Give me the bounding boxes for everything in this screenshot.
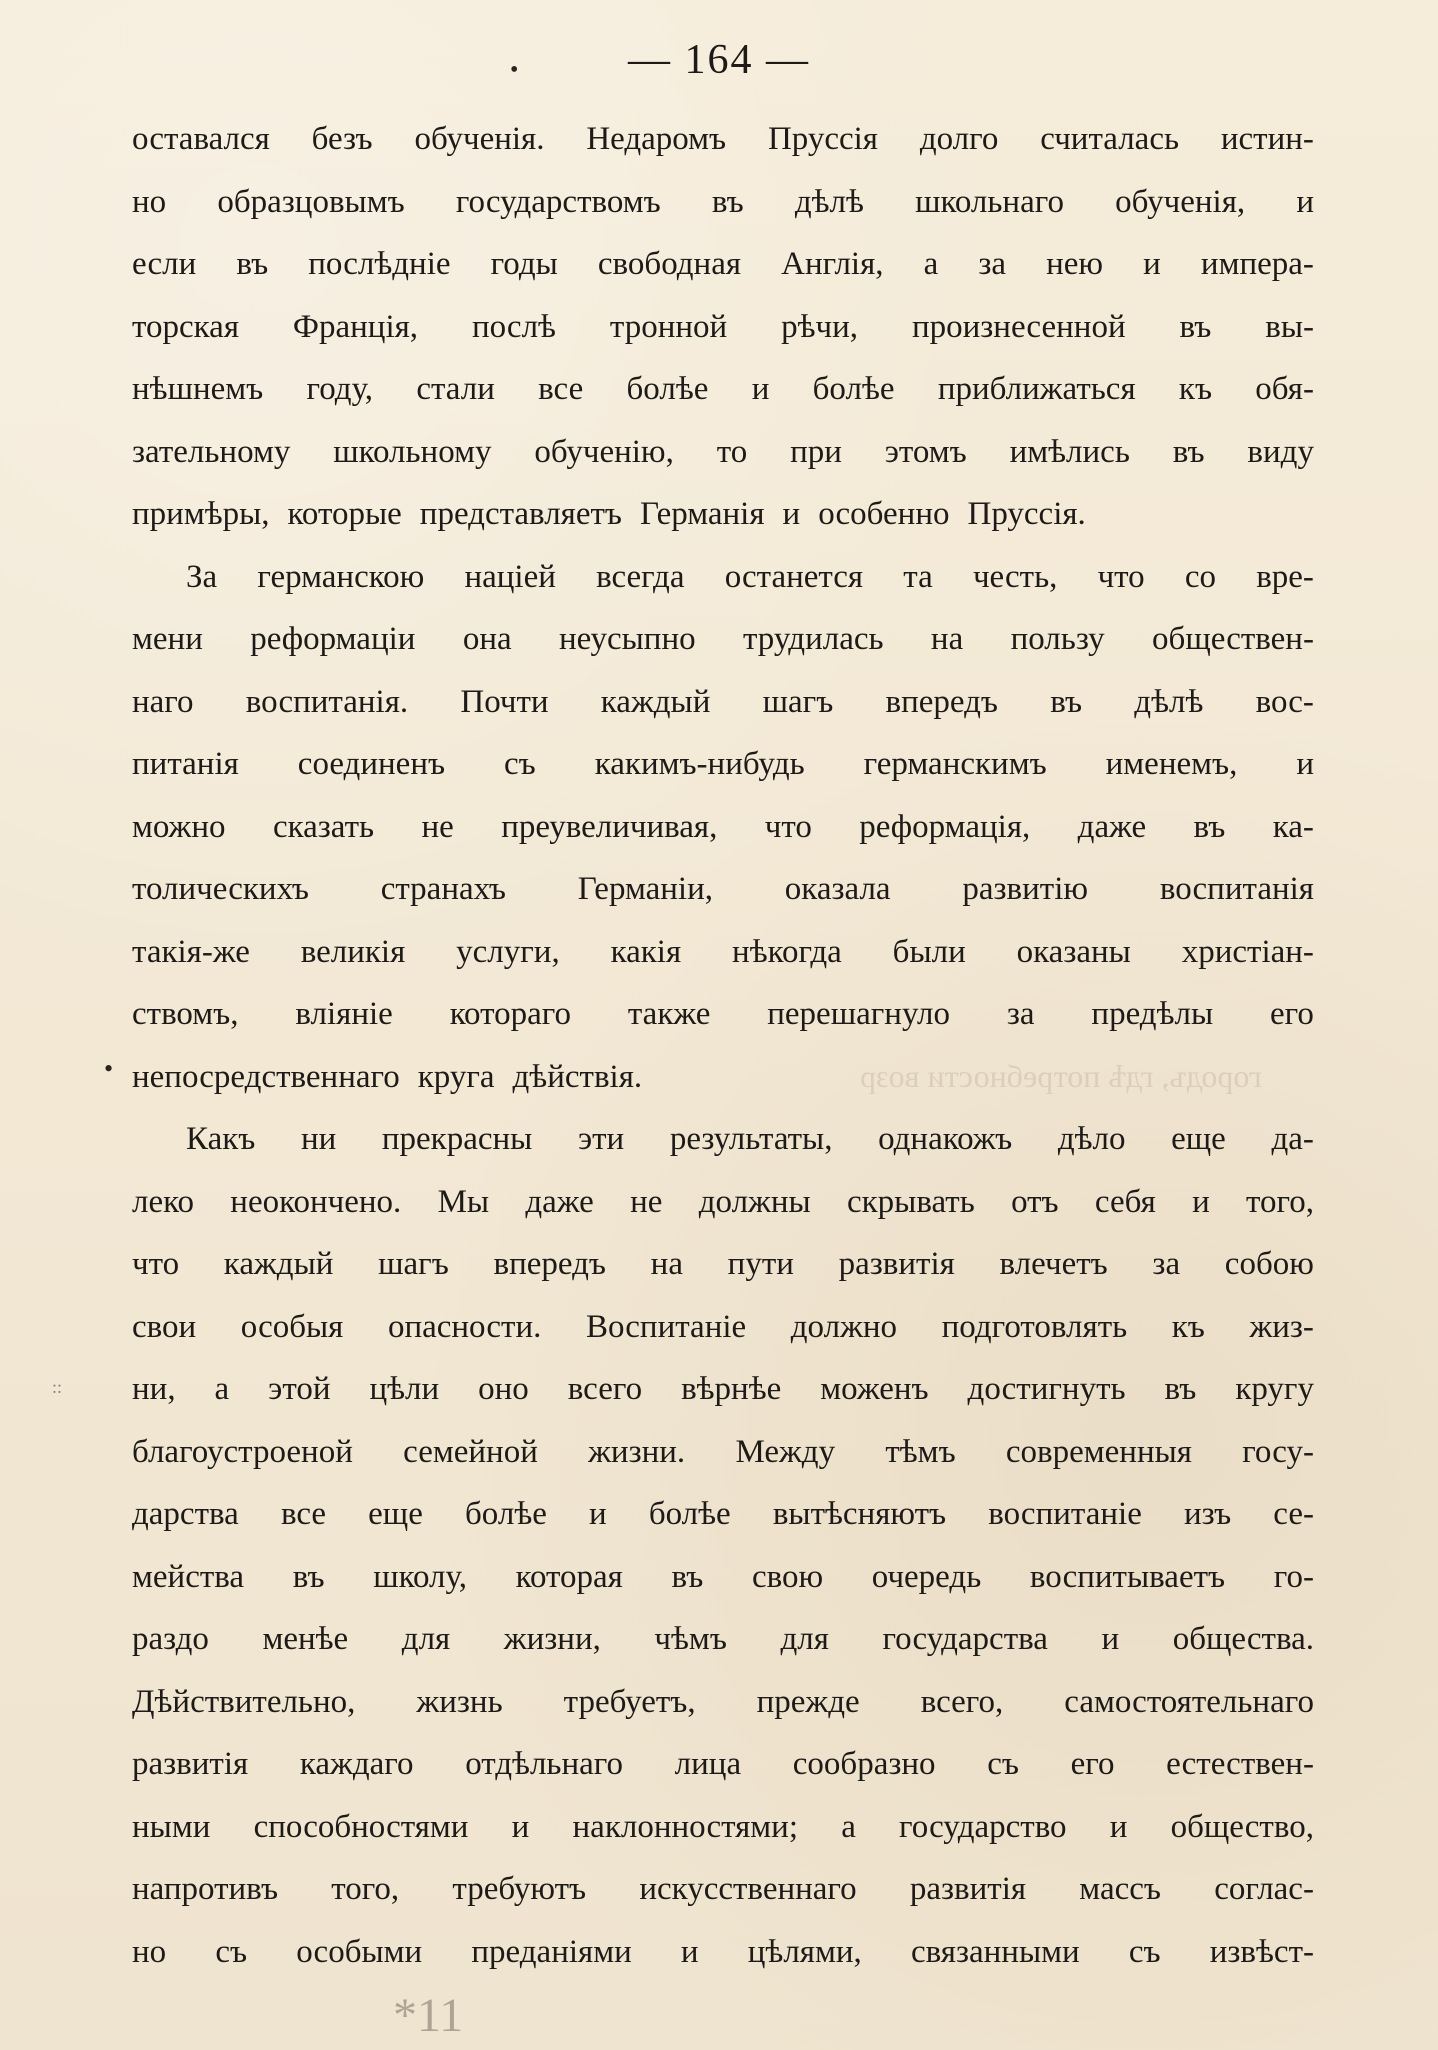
word: даже [525, 1183, 594, 1220]
text-line [132, 1608, 1314, 1671]
word: услуги, [456, 933, 560, 970]
word: прекрасны [381, 1121, 533, 1157]
bleed-through-text: городъ, гдѣ потребности возр [860, 1058, 1262, 1094]
word: нею [1046, 246, 1104, 282]
word: въ [1172, 433, 1205, 470]
word: произнесенной [911, 308, 1126, 345]
word: школу, [373, 1558, 467, 1595]
word: общества. [1172, 1621, 1314, 1657]
word: именемъ, [1105, 746, 1238, 782]
word: развитія [132, 1746, 249, 1782]
word: и [1101, 1621, 1120, 1657]
word: го- [1273, 1558, 1314, 1595]
word: обществен- [1152, 621, 1314, 657]
text-line [132, 233, 1314, 296]
word: вѣрнѣе [681, 1371, 782, 1407]
word: считалась [1040, 121, 1180, 157]
word: и [1143, 246, 1161, 282]
word: жизни, [503, 1621, 601, 1657]
word: и [511, 1808, 530, 1845]
word: преданіями [471, 1933, 632, 1970]
text-line [132, 858, 1314, 921]
word: нѣшнемъ [132, 371, 264, 407]
word: воспитываетъ [1029, 1558, 1226, 1595]
word: націей [464, 558, 556, 595]
word: останется [724, 558, 864, 595]
word: которые [287, 496, 402, 532]
word: каждаго [299, 1746, 414, 1782]
word: не [630, 1183, 663, 1220]
word: наго [132, 683, 194, 720]
word: образцовымъ [217, 183, 405, 220]
word: цѣлями, [747, 1933, 862, 1970]
word: развитію [962, 871, 1089, 907]
word: приближаться [937, 371, 1136, 407]
word: этой [268, 1371, 331, 1407]
word: съ [504, 746, 536, 782]
word: питанія [132, 746, 239, 782]
word: всегда [596, 558, 685, 595]
word: съ [1128, 1933, 1161, 1970]
word: мейства [132, 1558, 245, 1595]
word: съ [987, 1746, 1019, 1782]
word: стали [416, 371, 495, 407]
word: развитія [838, 1246, 955, 1282]
word: должно [790, 1308, 898, 1345]
word: на [930, 621, 964, 657]
word: ствомъ, [132, 996, 239, 1032]
word: опасности. [387, 1308, 542, 1345]
word: особыя [240, 1308, 344, 1345]
word: вос- [1255, 683, 1314, 720]
margin-ink-dot: • [104, 1054, 114, 1083]
word: были [892, 933, 966, 970]
word: особенно [818, 496, 950, 532]
word: развитія [909, 1871, 1027, 1907]
word: пути [727, 1246, 794, 1282]
word: Между [735, 1433, 836, 1470]
word: имѣлись [1009, 433, 1130, 470]
word: съ [215, 1933, 248, 1970]
word: для [401, 1621, 451, 1657]
word: семейной [403, 1433, 538, 1470]
word: соглас- [1214, 1871, 1314, 1907]
word: котораго [449, 996, 571, 1032]
word: искусственнаго [639, 1871, 857, 1907]
word: подготовлять [941, 1308, 1128, 1345]
word: къ [1171, 1308, 1205, 1345]
word: общество, [1170, 1808, 1314, 1845]
word: впередъ [885, 683, 998, 720]
word: истин- [1220, 121, 1314, 157]
word: себя [1094, 1183, 1156, 1220]
word: шагъ [378, 1246, 449, 1282]
word: въ [1193, 808, 1226, 845]
text-line [132, 1796, 1314, 1859]
word: Франція, [292, 308, 419, 345]
word: чѣмъ [654, 1621, 727, 1657]
word: Почти [460, 683, 549, 720]
word: Пруссія [767, 121, 878, 157]
word: впередъ [493, 1246, 606, 1282]
word: однакожъ [878, 1121, 1013, 1157]
word: что [1097, 558, 1145, 595]
word: дѣло [1057, 1121, 1126, 1157]
word: жизни. [588, 1433, 686, 1470]
word: менѣе [262, 1621, 349, 1657]
word: моженъ [820, 1371, 929, 1407]
word: оказала [784, 871, 891, 907]
word: свою [751, 1558, 824, 1595]
text-line [132, 1483, 1314, 1546]
word: да- [1271, 1121, 1314, 1157]
word: если [132, 246, 197, 282]
word: ка- [1272, 808, 1314, 845]
word: въ [711, 183, 744, 220]
word: государство [899, 1808, 1067, 1845]
word: этомъ [884, 433, 967, 470]
text-line [132, 296, 1314, 359]
word: естествен- [1166, 1746, 1314, 1782]
word: эти [577, 1121, 625, 1157]
word: извѣст- [1209, 1933, 1314, 1970]
word: болѣе [465, 1496, 547, 1532]
word: вре- [1256, 558, 1314, 595]
word: всего [567, 1371, 643, 1407]
text-line [132, 796, 1314, 859]
word: сообразно [792, 1746, 936, 1782]
text-line [132, 1171, 1314, 1234]
word: честь, [972, 558, 1058, 595]
word: за [1006, 996, 1035, 1032]
word: каждый [223, 1246, 334, 1282]
word: со [1184, 558, 1217, 595]
word: но [132, 1933, 167, 1970]
word: госу- [1242, 1433, 1314, 1470]
word: ни [300, 1121, 337, 1157]
word: импера- [1200, 246, 1314, 282]
text-line [132, 1858, 1314, 1921]
word: государствомъ [455, 183, 661, 220]
text-line [132, 1921, 1314, 1984]
word: достигнуть [967, 1371, 1126, 1407]
word: прежде [756, 1683, 860, 1720]
word: рѣчи, [781, 308, 859, 345]
word: ни, [132, 1371, 176, 1407]
word: трудилась [742, 621, 884, 657]
word: влечетъ [999, 1246, 1108, 1282]
word: то [716, 433, 748, 470]
word: представляетъ [419, 496, 622, 532]
word: очередь [871, 1558, 982, 1595]
word: болѣе [648, 1496, 731, 1532]
word: школьному [333, 433, 492, 470]
word: напротивъ [132, 1871, 279, 1907]
word: свои [132, 1308, 197, 1345]
top-ink-dot: • [510, 57, 519, 83]
word: за [1152, 1246, 1181, 1282]
word: а [214, 1371, 230, 1407]
side-ink-mark: :: [52, 1377, 63, 1397]
word: требуетъ, [563, 1683, 696, 1720]
word: въ [236, 246, 269, 282]
word: изъ [1183, 1496, 1232, 1532]
word: вліяніе [295, 996, 393, 1032]
word: свободная [597, 246, 742, 282]
word: дѣйствія. [512, 1058, 643, 1095]
word: за [978, 246, 1007, 282]
word: безъ [311, 121, 373, 157]
word: а [841, 1808, 856, 1845]
word: реформація, [859, 808, 1031, 845]
word: она [462, 621, 512, 657]
text-line [132, 733, 1314, 796]
word: все [538, 371, 584, 407]
word: болѣе [626, 371, 709, 407]
text-line [132, 921, 1314, 984]
page-number: — 164 — [628, 37, 810, 83]
text-line [132, 1108, 1314, 1171]
word: его [1070, 1746, 1115, 1782]
text-line [132, 546, 1314, 609]
word: годы [490, 246, 558, 282]
text-line [132, 671, 1314, 734]
word: воспитанія [1159, 871, 1314, 907]
word: зательному [132, 433, 291, 470]
word: сказать [272, 808, 375, 845]
word: круга [417, 1058, 495, 1095]
word: мени [132, 621, 203, 657]
word: отдѣльнаго [465, 1746, 623, 1782]
text-line [132, 1733, 1314, 1796]
word: пользу [1010, 621, 1105, 657]
word: въ [292, 1558, 325, 1595]
word: тронной [609, 308, 728, 345]
word: воспитанія. [245, 683, 409, 720]
word: еще [368, 1496, 423, 1532]
word: что [764, 808, 812, 845]
word: оставался [132, 121, 270, 157]
word: въ [671, 1558, 704, 1595]
word: предѣлы [1091, 996, 1214, 1032]
word: такія-же [132, 933, 250, 970]
word: оказаны [1016, 933, 1131, 970]
word: Германія [640, 496, 765, 532]
word: воспитаніе [988, 1496, 1142, 1532]
word: и [1109, 1808, 1128, 1845]
text-line [132, 421, 1314, 484]
word: массъ [1079, 1871, 1161, 1907]
word: кругу [1235, 1371, 1314, 1407]
word: виду [1247, 433, 1314, 470]
word: должны [698, 1183, 811, 1220]
word: послѣ [471, 308, 556, 345]
text-line [132, 983, 1314, 1046]
word: особыми [296, 1933, 423, 1970]
word: вы- [1265, 308, 1314, 345]
text-line [132, 108, 1314, 171]
word: преувеличивая, [501, 808, 718, 845]
word: Мы [437, 1183, 490, 1220]
word: способностями [253, 1808, 469, 1845]
word: что [132, 1246, 180, 1282]
word: году, [306, 371, 374, 407]
word: тѣмъ [885, 1433, 956, 1470]
footer-mark: *11 [393, 1989, 464, 2042]
word: скрывать [847, 1183, 975, 1220]
word: всего, [920, 1683, 1004, 1720]
word: которая [515, 1558, 623, 1595]
word: можно [132, 808, 226, 845]
word: каждый [600, 683, 711, 720]
word: Дѣйствительно, [132, 1683, 356, 1720]
word: вытѣсняютъ [772, 1496, 947, 1532]
word: государства [882, 1621, 1048, 1657]
word: та [903, 558, 933, 595]
word: требуютъ [452, 1871, 587, 1907]
word: Какъ [186, 1121, 256, 1157]
word: лица [674, 1746, 742, 1782]
word: самостоятельнаго [1064, 1683, 1314, 1720]
word: но [132, 183, 167, 220]
text-line [132, 1421, 1314, 1484]
text-line [132, 1296, 1314, 1359]
word: его [1270, 996, 1314, 1032]
word: жиз- [1249, 1308, 1314, 1345]
word: ными [132, 1808, 211, 1845]
word: неокончено. [230, 1183, 402, 1220]
word: и [1192, 1183, 1210, 1220]
word: наклонностями; [572, 1808, 798, 1845]
word: За [186, 558, 218, 595]
word: германскою [257, 558, 425, 595]
word: цѣли [369, 1371, 440, 1407]
text-line [132, 1233, 1314, 1296]
word: еще [1171, 1121, 1226, 1157]
word: соединенъ [297, 746, 446, 782]
word: того, [331, 1871, 400, 1907]
word: въ [1164, 1371, 1197, 1407]
word: перешагнуло [767, 996, 950, 1032]
word: долго [919, 121, 999, 157]
word: торская [132, 308, 239, 345]
word: и [1296, 183, 1314, 220]
word: также [627, 996, 711, 1032]
word: Воспитаніе [585, 1308, 747, 1345]
word: нѣкогда [732, 933, 842, 970]
word: обученія. [414, 121, 545, 157]
word: и [680, 1933, 699, 1970]
word: и [1296, 746, 1314, 782]
word: благоустроеной [132, 1433, 353, 1470]
word: Пруссія. [967, 496, 1086, 532]
word: при [790, 433, 842, 470]
word: христіан- [1181, 933, 1314, 970]
word: обученія, [1115, 183, 1246, 220]
text-line [132, 1358, 1314, 1421]
word: Недаромъ [586, 121, 727, 157]
word: раздо [132, 1621, 209, 1657]
word: на [650, 1246, 683, 1282]
word: въ [1050, 683, 1083, 720]
word: все [280, 1496, 327, 1532]
word: Германіи, [577, 871, 713, 907]
word: Англія, [781, 246, 884, 282]
word: къ [1178, 371, 1213, 407]
text-line [132, 483, 1314, 546]
word: въ [1179, 308, 1212, 345]
text-line [132, 1546, 1314, 1609]
word: леко [132, 1183, 194, 1220]
text-line [132, 171, 1314, 234]
word: болѣе [812, 371, 895, 407]
word: обя- [1255, 371, 1314, 407]
text-line [132, 608, 1314, 671]
word: для [780, 1621, 829, 1657]
word: дѣлѣ [794, 183, 864, 220]
word: германскимъ [863, 746, 1047, 782]
word: какимъ-нибудь [594, 746, 805, 782]
word: современныя [1005, 1433, 1192, 1470]
text-line [132, 1671, 1314, 1734]
word: толическихъ [132, 871, 309, 907]
word: и [782, 496, 801, 532]
word: шагъ [762, 683, 834, 720]
word: обученію, [534, 433, 674, 470]
word: оно [478, 1371, 529, 1407]
word: и [751, 371, 770, 407]
word: того, [1246, 1183, 1314, 1220]
word: странахъ [380, 871, 506, 907]
word: послѣдніе [308, 246, 451, 282]
word: дарства [132, 1496, 239, 1532]
word: жизнь [416, 1683, 503, 1720]
word: не [421, 808, 454, 845]
text-line [132, 1046, 1314, 1109]
text-line [132, 358, 1314, 421]
word: и [589, 1496, 607, 1532]
word: собою [1224, 1246, 1314, 1282]
word: реформаціи [250, 621, 416, 657]
word: а [923, 246, 939, 282]
word: какія [610, 933, 682, 970]
word: даже [1077, 808, 1147, 845]
word: связанными [910, 1933, 1080, 1970]
word: результаты, [669, 1121, 833, 1157]
word: отъ [1011, 1183, 1059, 1220]
word: школьнаго [915, 183, 1064, 220]
word: неусыпно [558, 621, 696, 657]
word: дѣлѣ [1134, 683, 1204, 720]
word: се- [1273, 1496, 1314, 1532]
word: примѣры, [132, 496, 270, 532]
word: великія [300, 933, 406, 970]
word: непосредственнаго [132, 1058, 400, 1095]
body-text [132, 108, 1314, 1983]
